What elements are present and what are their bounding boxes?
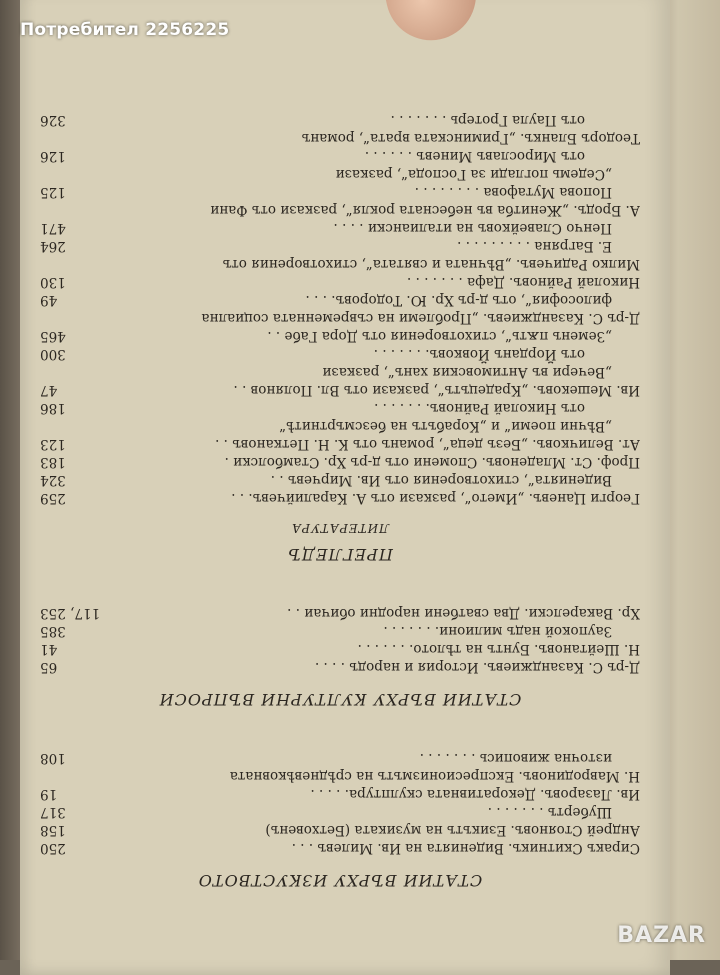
toc-entry (40, 489, 640, 507)
section-title: ПРЕГЛЕДЪ (287, 545, 393, 564)
toc-entry-page: 259 (40, 490, 66, 506)
toc-entry-text: отъ Мирославъ Миневъ . . . . . . (364, 148, 585, 164)
toc-entry-text: отъ Паула Гротерь . . . . . . . (390, 112, 585, 128)
section-title: СТАТИИ ВЪРХУ КУЛТУРНИ ВЪПРОСИ (158, 690, 522, 709)
toc-entry (40, 435, 640, 453)
toc-entry-page: 49 (40, 292, 58, 308)
toc-entry (40, 201, 640, 219)
toc-entry (40, 111, 640, 129)
toc-entry-text: Сиракъ Скитникъ. Виденията на Ив. Милевъ . . . (291, 840, 640, 856)
toc-entry (40, 417, 640, 435)
toc-entry (40, 839, 640, 857)
toc-entry-text: „Вечери въ Антимовския ханъ“, разкази (322, 364, 612, 380)
toc-entry-page: 125 (40, 184, 66, 200)
toc-entry-page: 317 (40, 804, 66, 820)
watermark: BAZAR (617, 923, 706, 948)
toc-entry-page: 108 (40, 750, 66, 766)
toc-entry-text: Георги Цаневъ. „Името“, разкази отъ А. Каралийчевъ. . . (231, 490, 640, 506)
toc-entry-text: Виденията“, стихотворения отъ Ив. Мирчевъ . . (270, 472, 612, 488)
toc-entry-text: Заупокой надъ милиони. . . . . . . (383, 623, 612, 639)
toc-entry-text: Ив. Лазаровъ. Декоративната скулптура. . . . . (310, 786, 640, 802)
toc-entry-text: А. Бродъ. „Женитба въ небесната рокля“, разкази отъ Фани (210, 202, 640, 218)
toc-entry (40, 640, 640, 658)
toc-entry-text: Н. Мавродиновъ. Експресионизмътъ на срѣдневѣковната (229, 768, 640, 784)
toc-entry-text: Д-ръ С. Казанджиевъ. „Проблеми на съвременната социална (201, 310, 640, 326)
toc-entry-text: Николай Райновъ. Дафа . . . . . . . (407, 274, 640, 290)
toc-entry (40, 183, 640, 201)
toc-entry-text: Теодоръ Бланкъ. „Гриминската врата“, романъ (301, 130, 640, 146)
toc-entry (40, 767, 640, 785)
toc-entry (40, 749, 640, 767)
toc-entry-text: Н. Шейтановъ. Бунтъ на тѣлото. . . . . . . (357, 641, 640, 657)
toc-entry-page: 158 (40, 822, 66, 838)
section-spacer (40, 857, 640, 871)
toc-entry-text: отъ Николай Райновъ. . . . . . . (374, 400, 585, 416)
table-surface (0, 0, 22, 960)
toc-entry-page: 65 (40, 659, 58, 675)
toc-entry-page: 250 (40, 840, 66, 856)
toc-entry (40, 327, 640, 345)
toc-entry (40, 147, 640, 165)
page-content-rotated (40, 80, 640, 900)
toc-entry-text: Попова Мутафова . . . . . . . . (414, 184, 612, 200)
toc-entry (40, 345, 640, 363)
toc-entry-page: 41 (40, 641, 58, 657)
toc-entry-page: 186 (40, 400, 66, 416)
toc-entry (40, 785, 640, 803)
toc-entry (40, 604, 640, 622)
toc-entry (40, 291, 640, 309)
toc-entry-text: Шубертъ . . . . . . . (487, 804, 612, 820)
toc-entry-text: Проф. Ст. Младеновъ. Спомени отъ д-ръ Хр. Стамболски . (224, 454, 640, 470)
toc-entry (40, 453, 640, 471)
toc-entry-page: 324 (40, 472, 66, 488)
toc-entry (40, 309, 640, 327)
toc-entry (40, 219, 640, 237)
toc-entry-text: Е. Багряна . . . . . . . . . (457, 238, 612, 254)
toc-entry-page: 47 (40, 382, 58, 398)
toc-entry (40, 255, 640, 273)
toc-entry-text: Милко Радичевъ. „Вѣчната и святата“, стихотворения отъ (222, 256, 640, 272)
toc-entry-text: Андрей Стояновъ. Езикътъ на музиката (Бетховенъ) (265, 822, 640, 838)
toc-entry-text: Пенчо Славейковъ на италиански . . . . (333, 220, 612, 236)
toc-entry (40, 821, 640, 839)
toc-entry-text: източна живопись . . . . . . . (419, 750, 612, 766)
section-spacer (40, 676, 640, 690)
toc-entry (40, 399, 640, 417)
table-of-contents (40, 111, 640, 900)
toc-entry-page: 326 (40, 112, 66, 128)
section-spacer (40, 564, 640, 604)
toc-entry-text: „Седемь поглади за Господа“, разкази (335, 166, 612, 182)
user-label: Потребител 2256225 (20, 20, 230, 40)
toc-entry-page: 264 (40, 238, 66, 254)
toc-entry (40, 622, 640, 640)
toc-entry-text: Хр. Вакарелски. Два сватбени народни обичаи . . (287, 605, 640, 621)
section-spacer (40, 890, 640, 900)
toc-entry (40, 237, 640, 255)
toc-entry-page: 117, 253 (40, 605, 101, 621)
toc-entry-page: 385 (40, 623, 66, 639)
toc-entry (40, 129, 640, 147)
toc-entry-page: 300 (40, 346, 66, 362)
toc-entry-page: 126 (40, 148, 66, 164)
toc-entry (40, 471, 640, 489)
toc-entry (40, 381, 640, 399)
section-title: СТАТИИ ВЪРХУ ИЗКУСТВОТО (197, 871, 483, 890)
toc-entry-page: 130 (40, 274, 66, 290)
toc-entry-page: 19 (40, 786, 58, 802)
toc-entry-text: философия“, отъ д-ръ Хр. Ю. Тодоровъ. . . . (305, 292, 612, 308)
toc-entry-text: Ат. Величковъ. „Безъ деца“, романъ отъ К. Н. Петкановъ . . (215, 436, 640, 452)
toc-entry-text: отъ Йорданъ Йовковъ. . . . . . . (373, 346, 585, 362)
toc-entry-text: „Вѣчни поеми“ и „Корабътъ на безсмъртнитѣ“ (279, 418, 612, 434)
toc-entry-text: „Земенъ пѫть“, стихотворения отъ Дора Габе . . (267, 328, 612, 344)
section-subtitle: ЛИТЕРАТУРА (290, 521, 390, 535)
toc-entry (40, 363, 640, 381)
section-spacer (40, 709, 640, 749)
toc-entry-page: 465 (40, 328, 66, 344)
section-spacer (40, 507, 640, 521)
toc-entry-page: 183 (40, 454, 66, 470)
toc-entry-text: Ив. Мешековъ. „Крадецътъ“, разкази отъ Вл. Полянов . . (233, 382, 640, 398)
toc-entry (40, 165, 640, 183)
toc-entry (40, 658, 640, 676)
toc-entry-page: 471 (40, 220, 66, 236)
toc-entry-page: 123 (40, 436, 66, 452)
toc-entry (40, 273, 640, 291)
toc-entry-text: Д-ръ С. Казанджиевъ. История и народъ . . . . (314, 659, 640, 675)
toc-entry (40, 803, 640, 821)
